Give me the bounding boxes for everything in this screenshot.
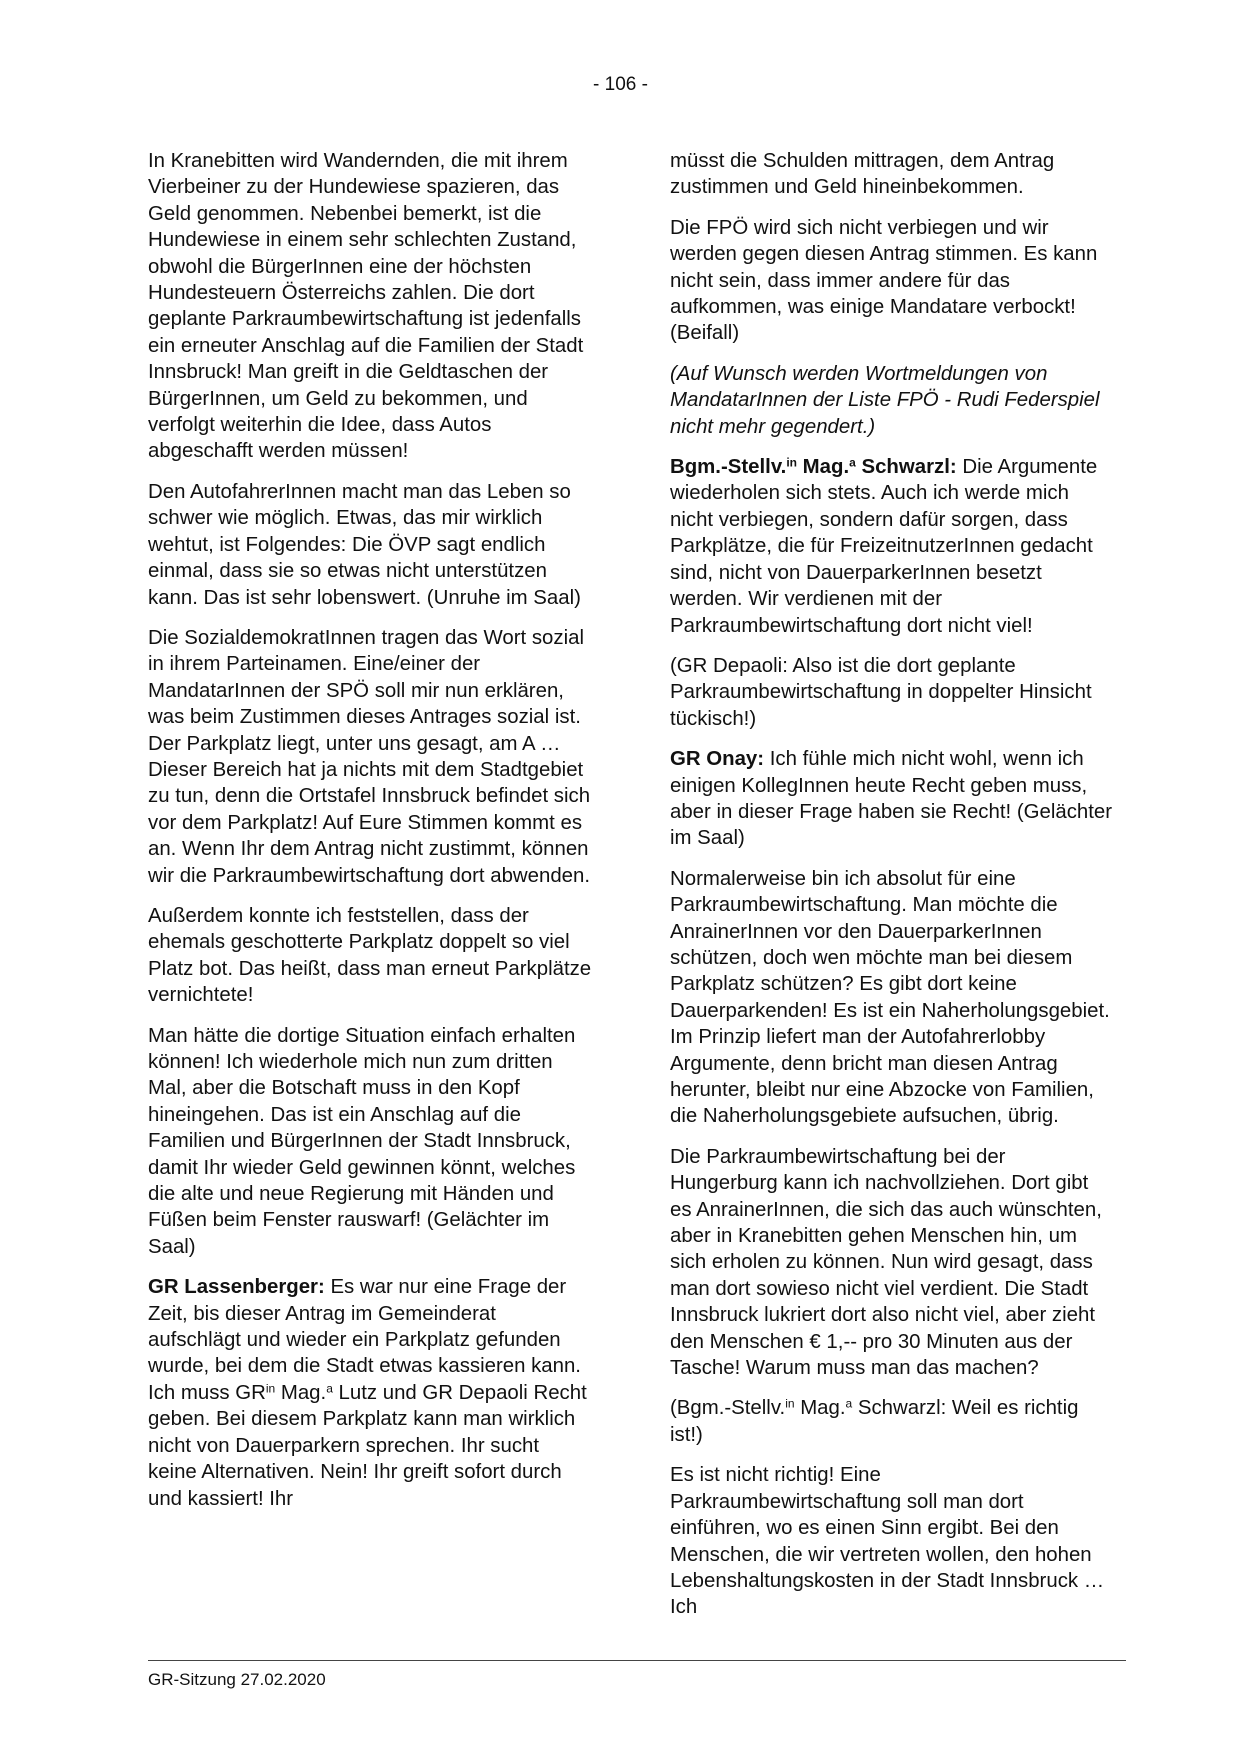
- page-number: - 106 -: [593, 74, 648, 95]
- paragraph: Es ist nicht richtig! Eine Parkraumbewirtschaftung soll man dort einführen, wo es einen Sinn ergibt. Bei den Menschen, die wir vertreten wollen, den hohen Lebenshaltungskosten in der Stadt Innsbruck … Ich: [670, 1464, 1105, 1619]
- right-column: [670, 148, 1115, 1635]
- editorial-note: (Auf Wunsch werden Wortmeldungen von MandatarInnen der Liste FPÖ - Rudi Federspiel nicht mehr gegendert.): [670, 362, 1100, 438]
- interjection: (GR Depaoli: Also ist die dort geplante Parkraumbewirtschaftung in doppelter Hinsicht tückisch!): [670, 654, 1092, 730]
- paragraph: Man hätte die dortige Situation einfach erhalten können! Ich wiederhole mich nun zum dritten Mal, aber die Botschaft muss in den Kopf hineingehen. Das ist ein Anschlag auf die Familien und BürgerInnen der Stadt Innsbruck, damit Ihr wieder Geld gewinnen könnt, welches die alte und neue Regierung mit Händen und Füßen beim Fenster rauswarf! (Gelächter im Saal): [148, 1024, 576, 1258]
- superscript: in: [265, 1381, 276, 1396]
- speaker-name: [670, 456, 957, 478]
- paragraph: Den AutofahrerInnen macht man das Leben so schwer wie möglich. Etwas, das mir wirklich wehtut, ist Folgendes: Die ÖVP sagt endlich einmal, dass sie so etwas nicht unterstützen kann. Das ist sehr lobenswert. (Unruhe im Saal): [148, 480, 581, 609]
- paragraph: müsst die Schulden mittragen, dem Antrag zustimmen und Geld hineinbekommen.: [670, 150, 1055, 199]
- paragraph: Außerdem konnte ich feststellen, dass der ehemals geschotterte Parkplatz doppelt so viel Platz bot. Das heißt, dass man erneut Parkplätze vernichtete!: [148, 904, 592, 1007]
- speech-paragraph: [670, 746, 1115, 852]
- superscript: in: [785, 1396, 795, 1411]
- speaker-name-part: Schwarzl:: [855, 456, 957, 479]
- superscript: a: [845, 1396, 853, 1411]
- speaker-name-part: Bgm.-Stellv.: [670, 456, 787, 479]
- speaker-name-part: Mag.: [797, 456, 850, 479]
- speech-text: Es war nur eine Frage der Zeit, bis dieser Antrag im Gemeinderat aufschlägt und wieder ein Parkplatz gefunden wurde, bei dem die Stadt etwas kassieren kann. Ich muss GR: [148, 1276, 581, 1404]
- paragraph: Die Parkraumbewirtschaftung bei der Hungerburg kann ich nachvollziehen. Dort gibt es AnrainerInnen, die sich das auch wünschten, aber in Kranebitten gehen Menschen hin, um sich erholen zu können. Nun wird gesagt, dass man dort sowieso nicht viel verdient. Die Stadt Innsbruck lukriert dort also nicht viel, aber zieht den Menschen € 1,-- pro 30 Minuten aus der Tasche! Warum muss man das machen?: [670, 1145, 1102, 1380]
- interjection-text: Schwarzl: Weil es richtig ist!): [670, 1397, 1079, 1446]
- interjection: [670, 1395, 1115, 1448]
- interjection-text: Mag.: [794, 1397, 846, 1420]
- speech-text: Die Argumente wiederholen sich stets. Auch ich werde mich nicht verbiegen, sondern dafür sorgen, dass Parkplätze, die für FreizeitnutzerInnen gedacht sind, nicht von DauerparkerInnen besetzt werden. Wir verdienen mit der Parkraumbewirtschaftung dort nicht viel!: [670, 456, 1098, 637]
- speech-text: Lutz und GR Depaoli Recht geben. Bei diesem Parkplatz kann man wirklich nicht von Dauerparkern sprechen. Ihr sucht keine Alternativen. Nein! Ihr greift sofort durch und kassiert! Ihr: [148, 1381, 587, 1510]
- speaker-name: GR Lassenberger:: [148, 1276, 325, 1299]
- superscript: a: [849, 455, 856, 470]
- footer-session-date: GR-Sitzung 27.02.2020: [148, 1670, 326, 1689]
- speech-text: Ich fühle mich nicht wohl, wenn ich einigen KollegInnen heute Recht geben muss, aber in dieser Frage haben sie Recht! (Gelächter im Saal): [670, 748, 1113, 850]
- speech-text: Mag.: [275, 1381, 327, 1404]
- paragraph: Die SozialdemokratInnen tragen das Wort sozial in ihrem Parteinamen. Eine/einer der MandatarInnen der SPÖ soll mir nun erklären, was beim Zustimmen dieses Antrages sozial ist. Der Parkplatz liegt, unter uns gesagt, am A … Dieser Bereich hat ja nichts mit dem Stadtgebiet zu tun, denn die Ortstafel Innsbruck befindet sich vor dem Parkplatz! Auf Eure Stimmen kommt es an. Wenn Ihr dem Antrag nicht zustimmt, können wir die Parkraumbewirtschaftung dort abwenden.: [148, 626, 591, 887]
- left-column: [148, 148, 593, 1526]
- speech-paragraph: [148, 1274, 593, 1512]
- superscript: a: [326, 1381, 333, 1396]
- paragraph: Die FPÖ wird sich nicht verbiegen und wir werden gegen diesen Antrag stimmen. Es kann nicht sein, dass immer andere für das aufkommen, was einige Mandatare verbockt! (Beifall): [670, 216, 1098, 345]
- superscript: in: [786, 455, 797, 470]
- footer-divider: [148, 1660, 1126, 1661]
- speaker-name: GR Onay:: [670, 748, 765, 771]
- speech-paragraph: [670, 454, 1115, 639]
- paragraph: In Kranebitten wird Wandernden, die mit ihrem Vierbeiner zu der Hundewiese spazieren, das Geld genommen. Nebenbei bemerkt, ist die Hundewiese in einem sehr schlechten Zustand, obwohl die BürgerInnen eine der höchsten Hundesteuern Österreichs zahlen. Die dort geplante Parkraumbewirtschaftung ist jedenfalls ein erneuter Anschlag auf die Familien der Stadt Innsbruck! Man greift in die Geldtaschen der BürgerInnen, um Geld zu bekommen, und verfolgt weiterhin die Idee, dass Autos abgeschafft werden müssen!: [148, 150, 584, 463]
- paragraph: Normalerweise bin ich absolut für eine Parkraumbewirtschaftung. Man möchte die AnrainerInnen vor den DauerparkerInnen schützen, doch wen möchte man bei diesem Parkplatz schützen? Es gibt dort keine Dauerparkenden! Es ist ein Naherholungsgebiet. Im Prinzip liefert man der Autofahrerlobby Argumente, denn bricht man diesen Antrag herunter, bleibt nur eine Abzocke von Familien, die Naherholungsgebiete aufsuchen, übrig.: [670, 867, 1110, 1128]
- interjection-text: (Bgm.-Stellv.: [670, 1397, 786, 1420]
